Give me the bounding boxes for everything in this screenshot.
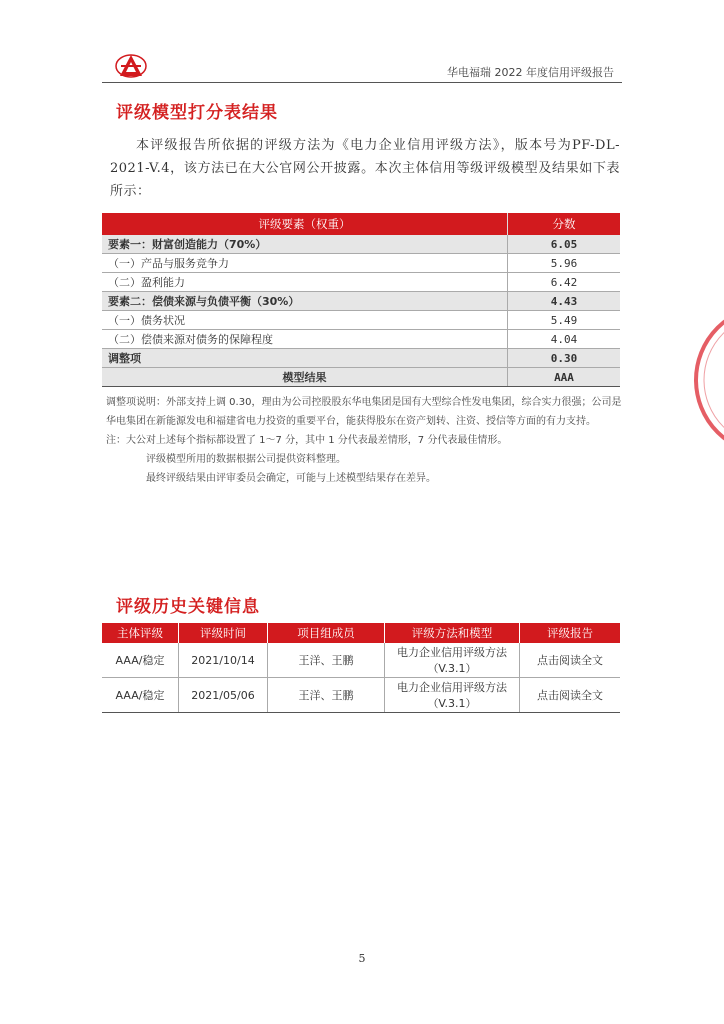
history-table-header (102, 623, 620, 643)
company-seal-stamp (690, 300, 724, 460)
score-table-header (102, 213, 620, 235)
row-score: 4.04 (508, 330, 621, 349)
row-label: 要素二：偿债来源与负债平衡（30%） (102, 292, 508, 311)
cell-members: 王洋、王鹏 (268, 643, 385, 678)
cell-method: 电力企业信用评级方法（V.3.1） (385, 643, 520, 678)
row-label: 要素一：财富创造能力（70%） (102, 235, 508, 254)
row-label: （一）债务状况 (102, 311, 508, 330)
notes-block (106, 393, 622, 488)
table-row (102, 330, 620, 349)
score-table (102, 213, 620, 387)
header-method: 评级方法和模型 (385, 623, 520, 643)
table-row-final (102, 368, 620, 387)
cell-members: 王洋、王鹏 (268, 678, 385, 713)
intro-paragraph: 本评级报告所依据的评级方法为《电力企业信用评级方法》，版本号为PF-DL-2021-V.4，该方法已在大公官网公开披露。本次主体信用等级评级模型及结果如下表所示： (110, 138, 620, 199)
table-row (102, 678, 620, 713)
cell-date: 2021/05/06 (179, 678, 268, 713)
table-row (102, 349, 620, 368)
cell-date: 2021/10/14 (179, 643, 268, 678)
note-data-source: 评级模型所用的数据根据公司提供资料整理。 (146, 454, 346, 465)
cell-rating: AAA/稳定 (102, 643, 179, 678)
note-final-result: 最终评级结果由评审委员会确定，可能与上述模型结果存在差异。 (146, 473, 436, 484)
table-row (102, 311, 620, 330)
header-date: 评级时间 (179, 623, 268, 643)
row-score: 6.42 (508, 273, 621, 292)
cell-method: 电力企业信用评级方法（V.3.1） (385, 678, 520, 713)
note-scale: 注：大公对上述每个指标都设置了 1～7 分，其中 1 分代表最差情形，7 分代表最佳情形。 (106, 435, 508, 446)
cell-rating: AAA/稳定 (102, 678, 179, 713)
row-label: 调整项 (102, 349, 508, 368)
header-score: 分数 (508, 213, 621, 235)
table-row (102, 273, 620, 292)
row-score: 4.43 (508, 292, 621, 311)
read-full-report-link[interactable]: 点击阅读全文 (520, 678, 621, 713)
row-label: （一）产品与服务竞争力 (102, 254, 508, 273)
section-title-model: 评级模型打分表结果 (116, 103, 278, 123)
read-full-report-link[interactable]: 点击阅读全文 (520, 643, 621, 678)
header-members: 项目组成员 (268, 623, 385, 643)
table-row (102, 254, 620, 273)
page-number: 5 (358, 952, 366, 965)
row-score: AAA (508, 368, 621, 387)
table-row (102, 292, 620, 311)
row-label: （二）盈利能力 (102, 273, 508, 292)
row-label: 模型结果 (102, 368, 508, 387)
row-score: 0.30 (508, 349, 621, 368)
adjustment-note: 调整项说明：外部支持上调 0.30，理由为公司控股股东华电集团是国有大型综合性发电集团，综合实力很强；公司是华电集团在新能源发电和福建省电力投资的重要平台，能获得股东在资产划转、注资、授信等方面的有力支持。 (106, 397, 622, 427)
row-score: 5.96 (508, 254, 621, 273)
history-table (102, 623, 620, 713)
header-rating: 主体评级 (102, 623, 179, 643)
report-title: 华电福瑞 2022 年度信用评级报告 (447, 66, 614, 79)
dagong-logo-icon (115, 52, 147, 80)
table-row (102, 235, 620, 254)
header-report: 评级报告 (520, 623, 621, 643)
section-title-history: 评级历史关键信息 (116, 597, 260, 617)
header-divider (102, 82, 622, 83)
table-row (102, 643, 620, 678)
row-score: 6.05 (508, 235, 621, 254)
row-label: （二）偿债来源对债务的保障程度 (102, 330, 508, 349)
row-score: 5.49 (508, 311, 621, 330)
header-factor: 评级要素（权重） (102, 213, 508, 235)
